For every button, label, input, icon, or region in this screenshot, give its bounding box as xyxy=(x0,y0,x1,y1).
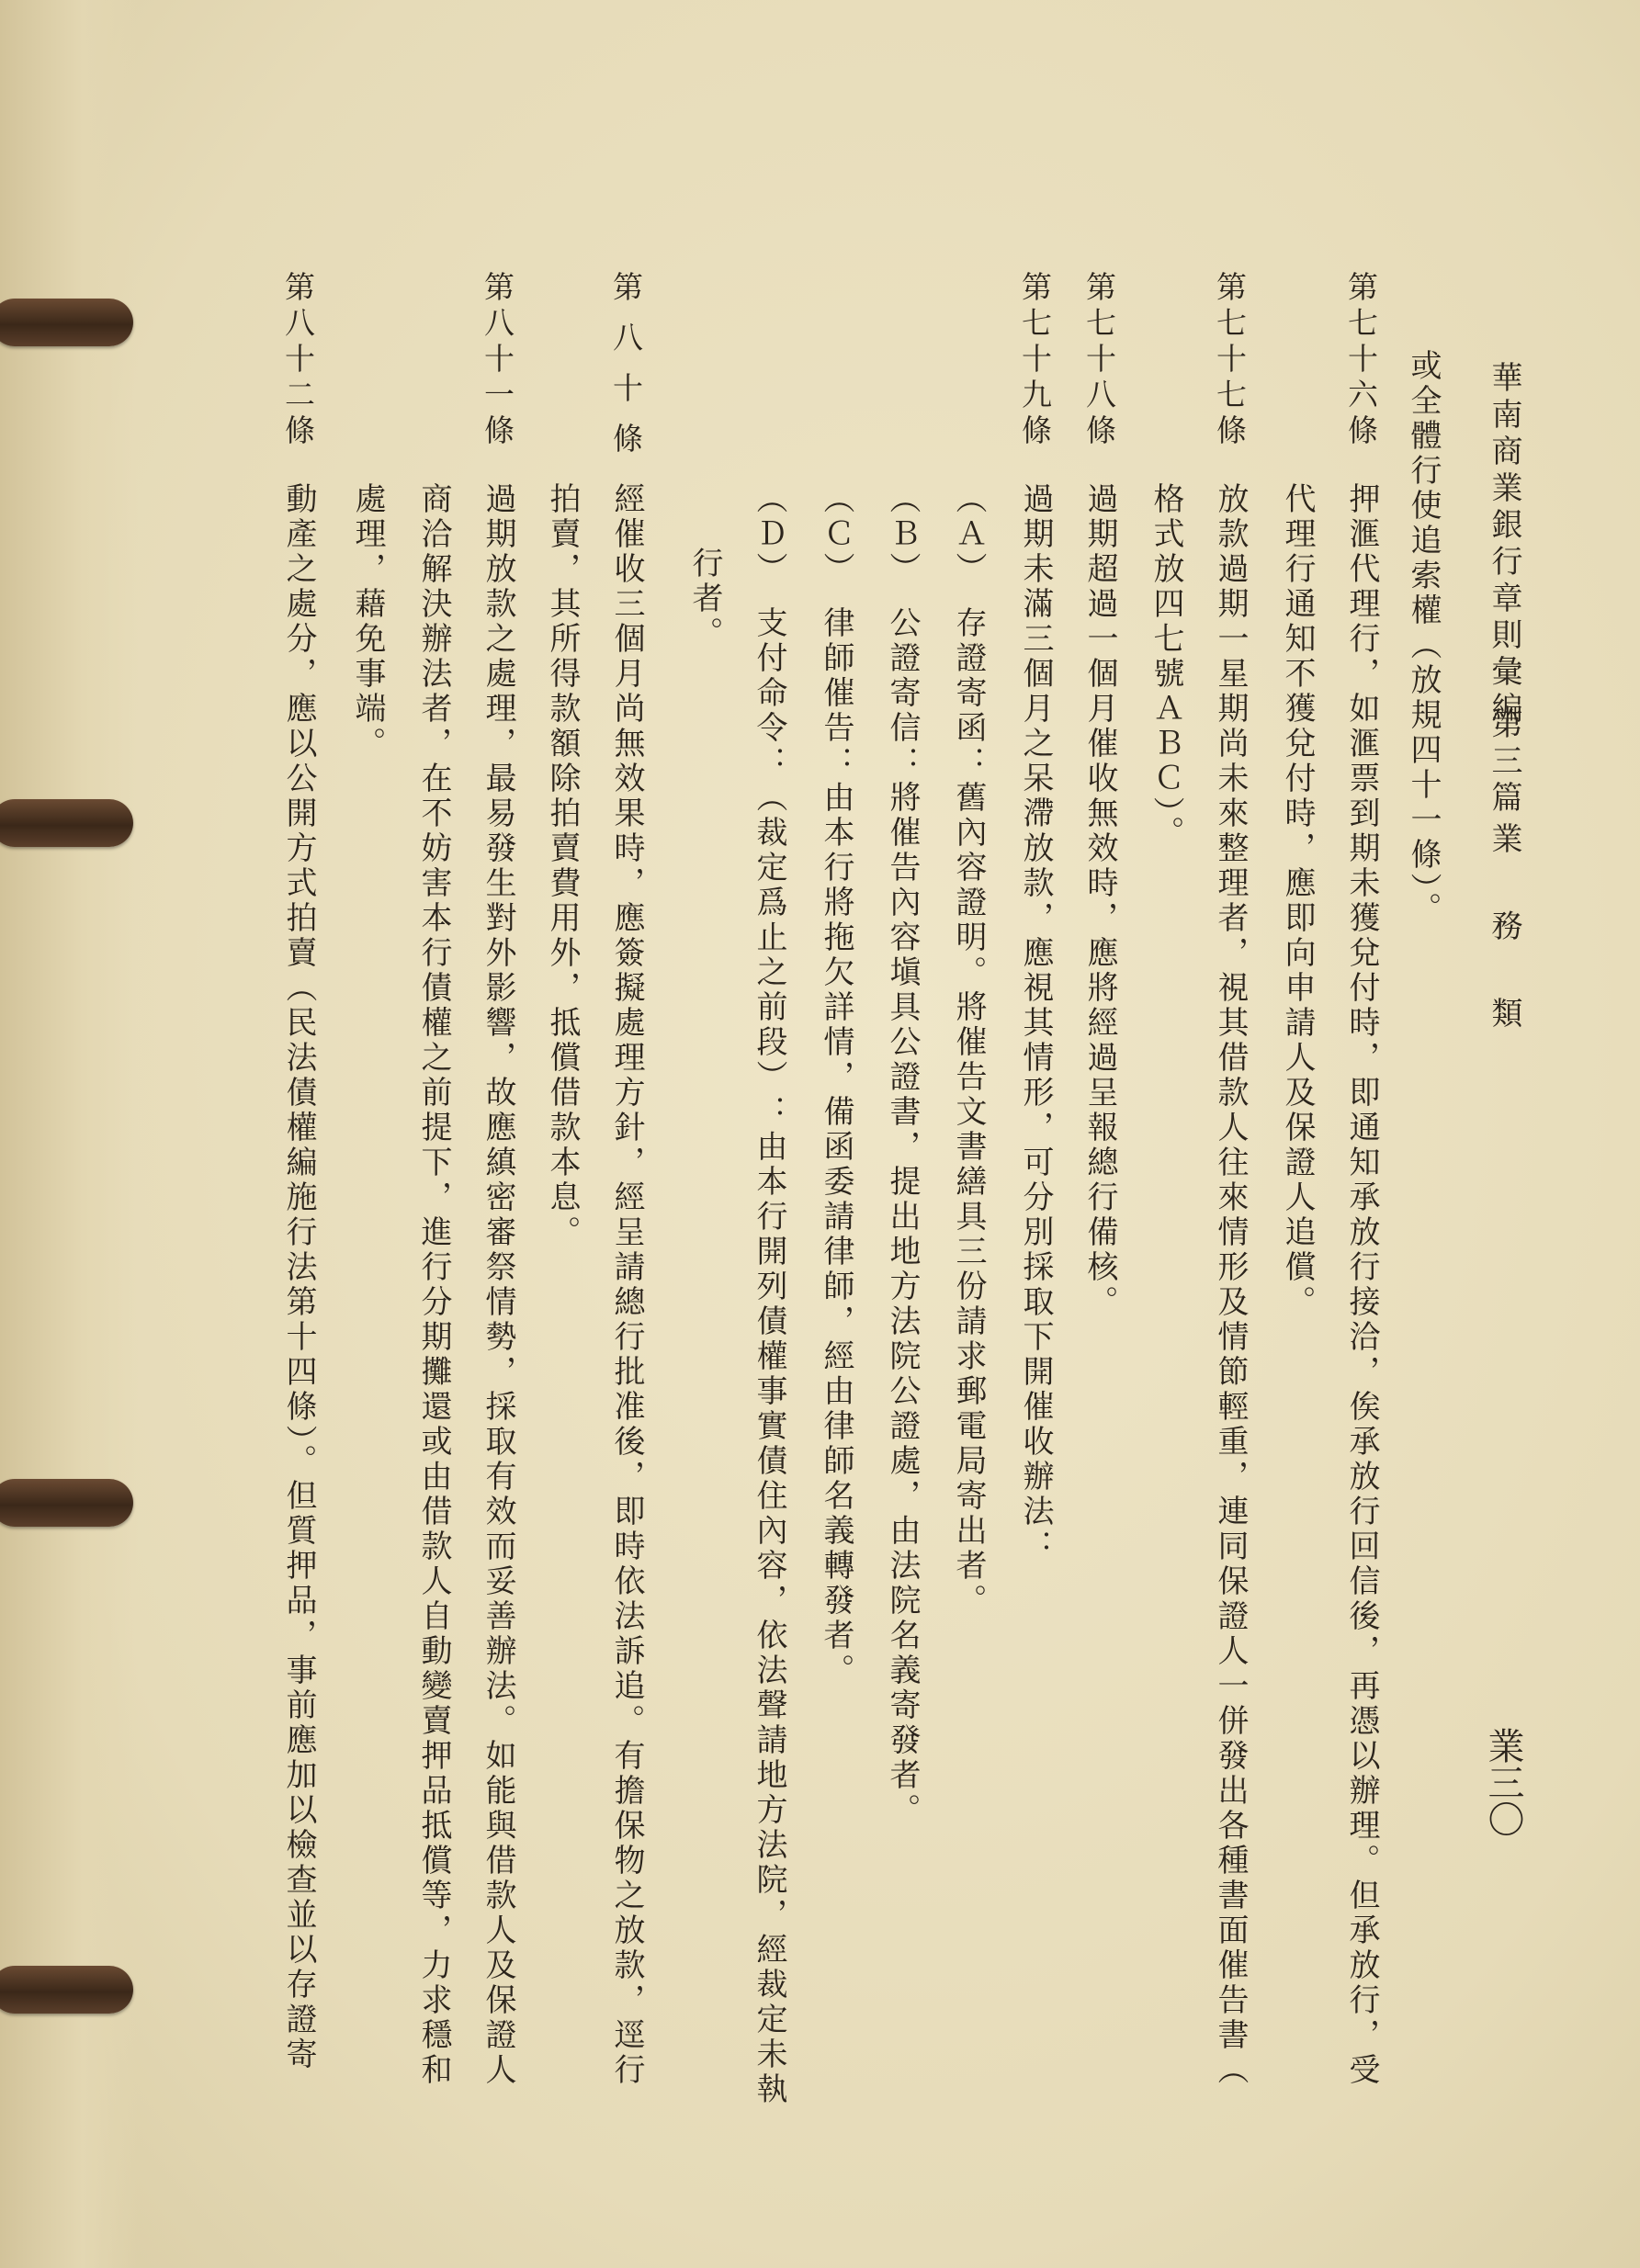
body-line: 拍賣，其所得款額除拍賣費用外，抵償借款本息。 xyxy=(544,482,581,1250)
page-number: 業三〇 xyxy=(1482,1727,1524,1837)
sub-item-b: （Ｂ） 公證寄信：將催告內容塡具公證書，提出地方法院公證處，由法院名義寄發者。 xyxy=(884,482,921,1828)
article-heading: 第七十七條 xyxy=(1212,271,1248,450)
body-line: 行者。 xyxy=(686,547,723,651)
sub-item-d: （Ｄ） 支付命令：（裁定爲止之前段）：由本行開列債權事實債住內容，依法聲請地方法院，經裁定未執 xyxy=(751,482,787,2107)
category-char-1: 業 xyxy=(1486,822,1522,859)
body-line: 格式放四七號ＡＢＣ）。 xyxy=(1148,482,1184,851)
article-heading: 第七十九條 xyxy=(1017,271,1053,450)
body-line: 商洽解決辦法者，在不妨害本行債權之前提下，進行分期攤還或由借款人自動變賣押品抵償等，力求穩和 xyxy=(415,482,452,2088)
binding-holes xyxy=(0,0,147,2268)
body-line: 經催收三個月尚無效果時，應簽擬處理方針，經呈請總行批准後，即時依法訴追。有擔保物之放款，逕行 xyxy=(608,482,645,2088)
body-line: 押滙代理行，如滙票到期未獲兌付時，即通知承放行接洽，俟承放行回信後，再憑以辦理。但承放行，受 xyxy=(1343,482,1380,2088)
binding-hole xyxy=(0,1479,133,1527)
book-title: 華南商業銀行章則彙編 xyxy=(1486,361,1522,728)
binding-hole xyxy=(0,299,133,346)
body-line: 過期未滿三個月之呆滯放款，應視其情形，可分別採取下開催收辦法： xyxy=(1017,482,1054,1564)
article-heading: 第七十六條 xyxy=(1343,271,1379,450)
body-line: 處理，藉免事端。 xyxy=(349,482,386,762)
article-heading: 第八十一條 xyxy=(480,271,515,450)
binding-hole xyxy=(0,799,133,847)
article-heading: 第八十條 xyxy=(608,271,644,473)
body-line: 過期超過一個月催收無效時，應將經過呈報總行備核。 xyxy=(1081,482,1118,1320)
sub-item-c: （Ｃ） 律師催告：由本行將拖欠詳情，備函委請律師，經由律師名義轉發者。 xyxy=(818,482,854,1688)
article-heading: 第八十二條 xyxy=(280,271,316,450)
sub-item-a: （Ａ） 存證寄函：舊內容證明。將催告文書繕具三份請求郵電局寄出者。 xyxy=(950,482,987,1619)
body-line: 過期放款之處理，最易發生對外影響，故應縝密審祭情勢，採取有效而妥善辦法。如能與借款人及保證人 xyxy=(480,482,516,2088)
category-char-3: 類 xyxy=(1486,997,1522,1033)
article-heading: 第七十八條 xyxy=(1081,271,1117,450)
binding-hole xyxy=(0,1966,133,2014)
body-line: 放款過期一星期尚未來整理者，視其借款人往來情形及情節輕重，連同保證人一併發出各種書面催告書（ xyxy=(1212,482,1249,2088)
body-line: 代理行通知不獲兌付時，應即向申請人及保證人追償。 xyxy=(1279,482,1316,1320)
body-line: 動產之處分，應以公開方式拍賣（民法債權編施行法第十四條）。但質押品，事前應加以檢查並以存證寄 xyxy=(280,482,317,2072)
section-label: 第三篇 xyxy=(1486,707,1522,818)
category-char-2: 務 xyxy=(1486,909,1522,946)
body-line: 或全體行使追索權（放規四十一條）。 xyxy=(1405,349,1442,927)
